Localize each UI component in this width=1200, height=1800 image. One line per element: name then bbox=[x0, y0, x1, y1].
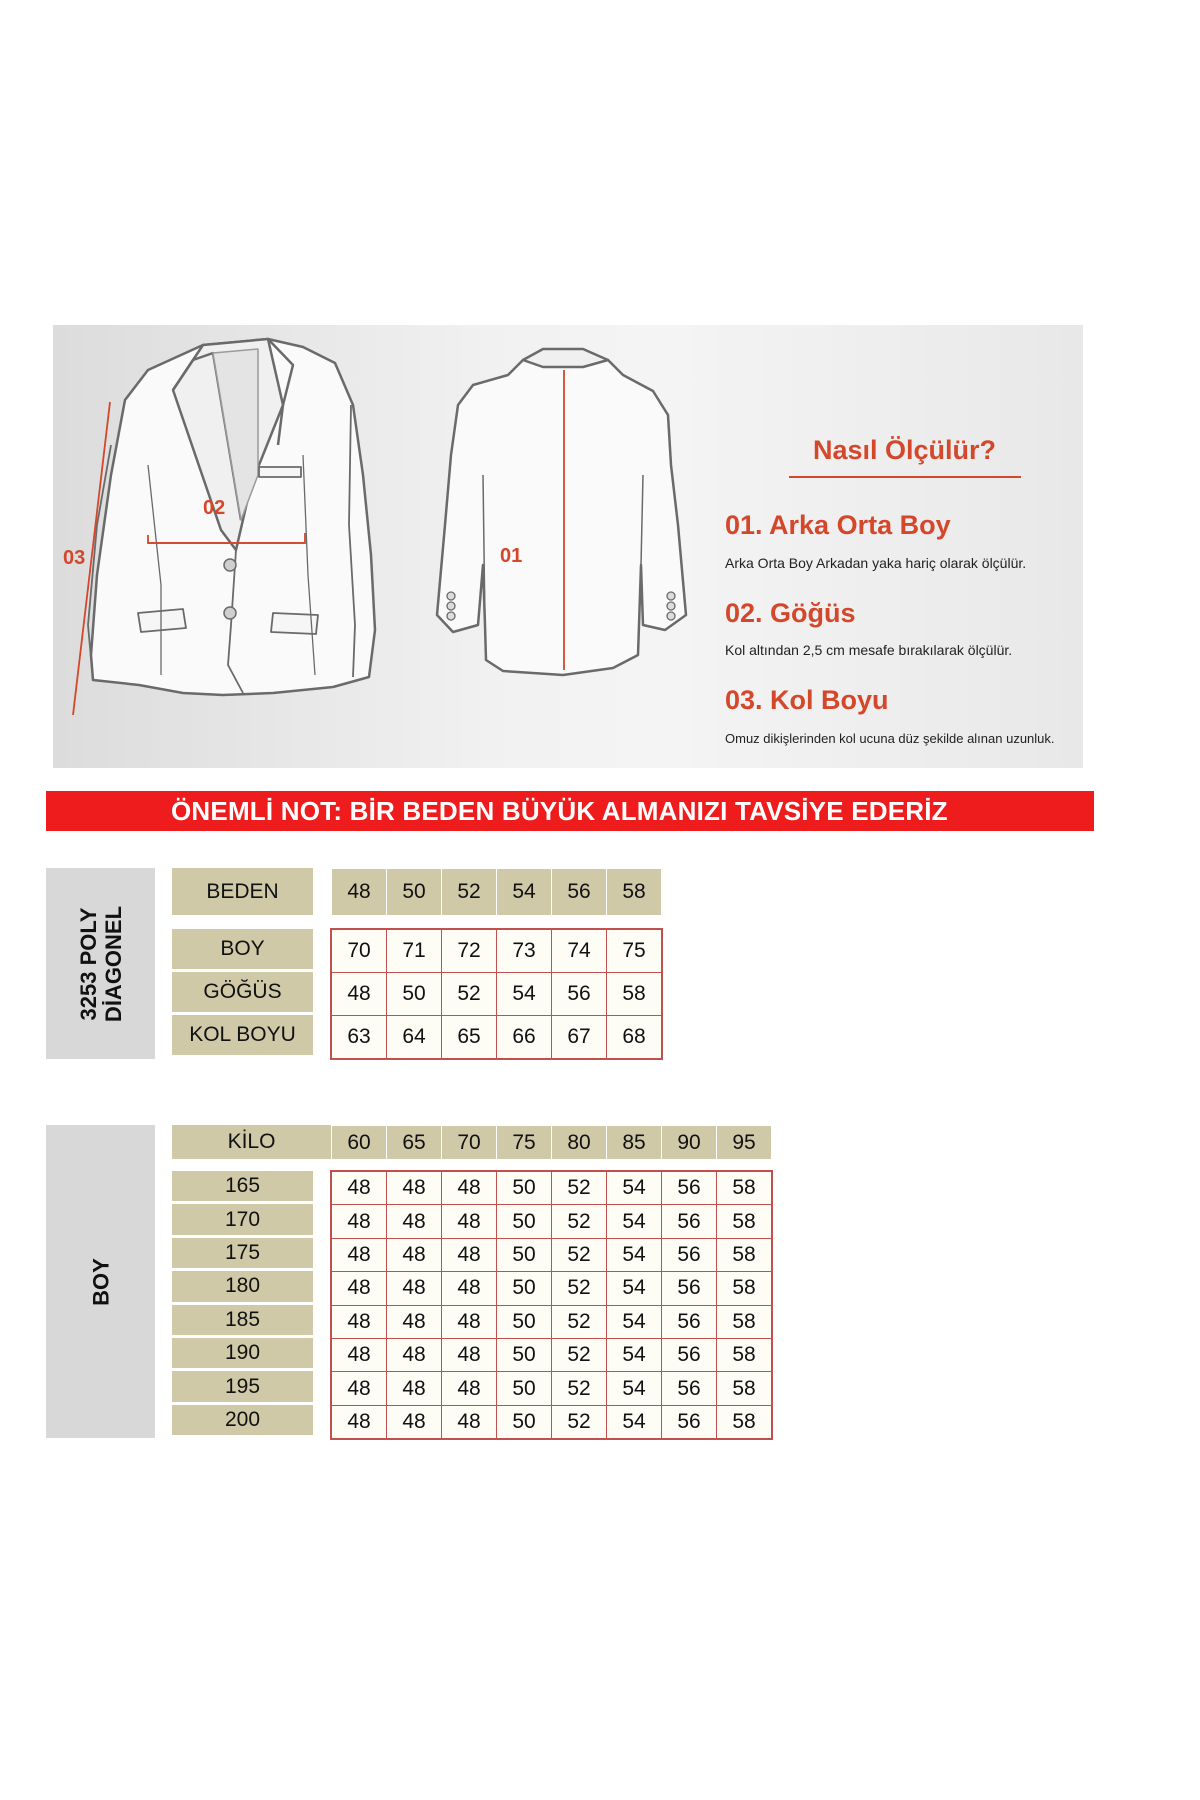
height-row-label: 195 bbox=[172, 1371, 313, 1401]
fit-value-cell: 48 bbox=[387, 1305, 442, 1338]
product-name-line2: DİAGONEL bbox=[100, 905, 126, 1022]
size-value-cell: 74 bbox=[552, 930, 607, 973]
marker-chest: 02 bbox=[203, 497, 226, 519]
fit-value-cell: 52 bbox=[552, 1338, 607, 1371]
product-name-line1: 3253 POLY bbox=[75, 907, 101, 1020]
size-value-cell: 64 bbox=[387, 1016, 442, 1059]
weight-header-row bbox=[331, 1125, 772, 1160]
step-2-title: 02. Göğüs bbox=[725, 598, 856, 628]
weight-header-cell: 65 bbox=[387, 1126, 442, 1160]
fit-value-cell: 54 bbox=[607, 1272, 662, 1305]
fit-row bbox=[332, 1205, 772, 1238]
size-value-cell: 54 bbox=[497, 973, 552, 1016]
fit-value-cell: 50 bbox=[497, 1205, 552, 1238]
step-1-desc: Arka Orta Boy Arkadan yaka hariç olarak ölçülür. bbox=[725, 555, 1027, 571]
fit-value-cell: 48 bbox=[332, 1238, 387, 1271]
fit-value-cell: 58 bbox=[717, 1172, 772, 1205]
how-to-measure-panel bbox=[53, 325, 1083, 768]
step-3-title: 03. Kol Boyu bbox=[725, 685, 889, 715]
height-row-label: 180 bbox=[172, 1271, 313, 1301]
fit-value-cell: 48 bbox=[387, 1372, 442, 1405]
fit-value-cell: 48 bbox=[332, 1338, 387, 1371]
weight-header-cell: 95 bbox=[717, 1126, 772, 1160]
important-note-banner: ÖNEMLİ NOT: BİR BEDEN BÜYÜK ALMANIZI TAVSİYE EDERİZ bbox=[46, 791, 1094, 831]
product-side-label bbox=[46, 868, 155, 1059]
size-value-cell: 63 bbox=[332, 1016, 387, 1059]
fit-value-cell: 50 bbox=[497, 1238, 552, 1271]
fit-value-cell: 48 bbox=[442, 1272, 497, 1305]
height-axis-label: BOY bbox=[88, 1257, 113, 1306]
height-side-label bbox=[46, 1125, 155, 1438]
size-value-cell: 68 bbox=[607, 1016, 662, 1059]
fit-value-cell: 48 bbox=[332, 1272, 387, 1305]
fit-value-cell: 58 bbox=[717, 1238, 772, 1271]
size-value-cell: 48 bbox=[332, 973, 387, 1016]
fit-value-cell: 58 bbox=[717, 1305, 772, 1338]
fit-value-cell: 52 bbox=[552, 1205, 607, 1238]
fit-value-cell: 48 bbox=[442, 1238, 497, 1271]
height-row-label: 170 bbox=[172, 1204, 313, 1234]
fit-value-cell: 52 bbox=[552, 1238, 607, 1271]
fit-value-cell: 48 bbox=[387, 1338, 442, 1371]
fit-value-cell: 56 bbox=[662, 1238, 717, 1271]
size-measure-table bbox=[331, 929, 662, 1059]
weight-header-cell: 90 bbox=[662, 1126, 717, 1160]
fit-value-cell: 52 bbox=[552, 1405, 607, 1438]
fit-row bbox=[332, 1305, 772, 1338]
fit-value-cell: 54 bbox=[607, 1172, 662, 1205]
fit-value-cell: 50 bbox=[497, 1338, 552, 1371]
size-value-cell: 52 bbox=[442, 973, 497, 1016]
fit-value-cell: 56 bbox=[662, 1305, 717, 1338]
fit-value-cell: 48 bbox=[442, 1172, 497, 1205]
height-row-label: 165 bbox=[172, 1171, 313, 1201]
fit-value-cell: 48 bbox=[442, 1405, 497, 1438]
size-header-cell: 58 bbox=[607, 869, 662, 916]
fit-value-cell: 48 bbox=[442, 1372, 497, 1405]
weight-header-cell: 75 bbox=[497, 1126, 552, 1160]
fit-value-cell: 52 bbox=[552, 1372, 607, 1405]
fit-value-cell: 54 bbox=[607, 1238, 662, 1271]
fit-size-table bbox=[331, 1171, 772, 1439]
jacket-illustration bbox=[53, 325, 1083, 768]
fit-value-cell: 48 bbox=[442, 1305, 497, 1338]
fit-value-cell: 58 bbox=[717, 1372, 772, 1405]
step-3-desc: Omuz dikişlerinden kol ucuna düz şekilde alınan uzunluk. bbox=[725, 731, 1055, 746]
title-underline bbox=[789, 476, 1021, 478]
size-value-cell: 58 bbox=[607, 973, 662, 1016]
weight-header-label: KİLO bbox=[172, 1125, 331, 1159]
fit-value-cell: 48 bbox=[332, 1372, 387, 1405]
product-name bbox=[76, 905, 126, 1021]
fit-value-cell: 48 bbox=[387, 1405, 442, 1438]
fit-value-cell: 52 bbox=[552, 1305, 607, 1338]
height-row-label: 190 bbox=[172, 1338, 313, 1368]
size-row-label: KOL BOYU bbox=[172, 1015, 313, 1055]
size-row-label: GÖĞÜS bbox=[172, 972, 313, 1012]
fit-row bbox=[332, 1272, 772, 1305]
fit-value-cell: 48 bbox=[387, 1238, 442, 1271]
height-row-label: 200 bbox=[172, 1405, 313, 1435]
size-value-cell: 71 bbox=[387, 930, 442, 973]
fit-value-cell: 54 bbox=[607, 1372, 662, 1405]
fit-value-cell: 48 bbox=[332, 1405, 387, 1438]
fit-value-cell: 58 bbox=[717, 1338, 772, 1371]
size-value-cell: 72 bbox=[442, 930, 497, 973]
step-1-title: 01. Arka Orta Boy bbox=[725, 510, 951, 540]
fit-value-cell: 48 bbox=[387, 1272, 442, 1305]
size-value-cell: 70 bbox=[332, 930, 387, 973]
fit-value-cell: 48 bbox=[442, 1205, 497, 1238]
size-row bbox=[332, 1016, 662, 1059]
size-header-cell: 52 bbox=[442, 869, 497, 916]
height-row-label: 185 bbox=[172, 1305, 313, 1335]
size-row bbox=[332, 973, 662, 1016]
height-row-label: 175 bbox=[172, 1238, 313, 1268]
fit-row bbox=[332, 1338, 772, 1371]
size-row bbox=[332, 930, 662, 973]
how-to-measure-title: Nasıl Ölçülür? bbox=[813, 435, 997, 465]
marker-sleeve: 03 bbox=[63, 547, 86, 569]
fit-value-cell: 58 bbox=[717, 1205, 772, 1238]
size-value-cell: 65 bbox=[442, 1016, 497, 1059]
fit-value-cell: 56 bbox=[662, 1405, 717, 1438]
weight-header-cell: 70 bbox=[442, 1126, 497, 1160]
fit-value-cell: 48 bbox=[442, 1338, 497, 1371]
fit-value-cell: 50 bbox=[497, 1172, 552, 1205]
fit-value-cell: 54 bbox=[607, 1205, 662, 1238]
size-header-cell: 50 bbox=[387, 869, 442, 916]
step-2-desc: Kol altından 2,5 cm mesafe bırakılarak ölçülür. bbox=[725, 642, 1013, 658]
fit-value-cell: 58 bbox=[717, 1272, 772, 1305]
fit-value-cell: 56 bbox=[662, 1272, 717, 1305]
fit-value-cell: 48 bbox=[387, 1172, 442, 1205]
fit-value-cell: 56 bbox=[662, 1172, 717, 1205]
fit-row bbox=[332, 1372, 772, 1405]
size-header-label: BEDEN bbox=[172, 868, 313, 915]
fit-value-cell: 52 bbox=[552, 1172, 607, 1205]
size-value-cell: 50 bbox=[387, 973, 442, 1016]
weight-header-cell: 85 bbox=[607, 1126, 662, 1160]
size-header-cell: 56 bbox=[552, 869, 607, 916]
fit-row bbox=[332, 1238, 772, 1271]
marker-back-length: 01 bbox=[500, 545, 523, 567]
fit-row bbox=[332, 1405, 772, 1438]
fit-value-cell: 54 bbox=[607, 1405, 662, 1438]
fit-value-cell: 50 bbox=[497, 1305, 552, 1338]
size-header-cell: 48 bbox=[332, 869, 387, 916]
fit-value-cell: 52 bbox=[552, 1272, 607, 1305]
fit-value-cell: 48 bbox=[332, 1205, 387, 1238]
fit-row bbox=[332, 1172, 772, 1205]
fit-value-cell: 48 bbox=[387, 1205, 442, 1238]
weight-header-cell: 60 bbox=[332, 1126, 387, 1160]
fit-value-cell: 48 bbox=[332, 1305, 387, 1338]
fit-value-cell: 56 bbox=[662, 1205, 717, 1238]
fit-value-cell: 48 bbox=[332, 1172, 387, 1205]
weight-header-cell: 80 bbox=[552, 1126, 607, 1160]
size-value-cell: 73 bbox=[497, 930, 552, 973]
size-value-cell: 75 bbox=[607, 930, 662, 973]
fit-value-cell: 50 bbox=[497, 1405, 552, 1438]
fit-value-cell: 56 bbox=[662, 1372, 717, 1405]
fit-value-cell: 50 bbox=[497, 1272, 552, 1305]
size-value-cell: 56 bbox=[552, 973, 607, 1016]
size-header-row bbox=[331, 868, 662, 916]
size-row-label: BOY bbox=[172, 929, 313, 969]
fit-value-cell: 54 bbox=[607, 1338, 662, 1371]
fit-value-cell: 58 bbox=[717, 1405, 772, 1438]
fit-value-cell: 50 bbox=[497, 1372, 552, 1405]
size-header-cell: 54 bbox=[497, 869, 552, 916]
fit-value-cell: 56 bbox=[662, 1338, 717, 1371]
size-value-cell: 67 bbox=[552, 1016, 607, 1059]
size-value-cell: 66 bbox=[497, 1016, 552, 1059]
fit-value-cell: 54 bbox=[607, 1305, 662, 1338]
